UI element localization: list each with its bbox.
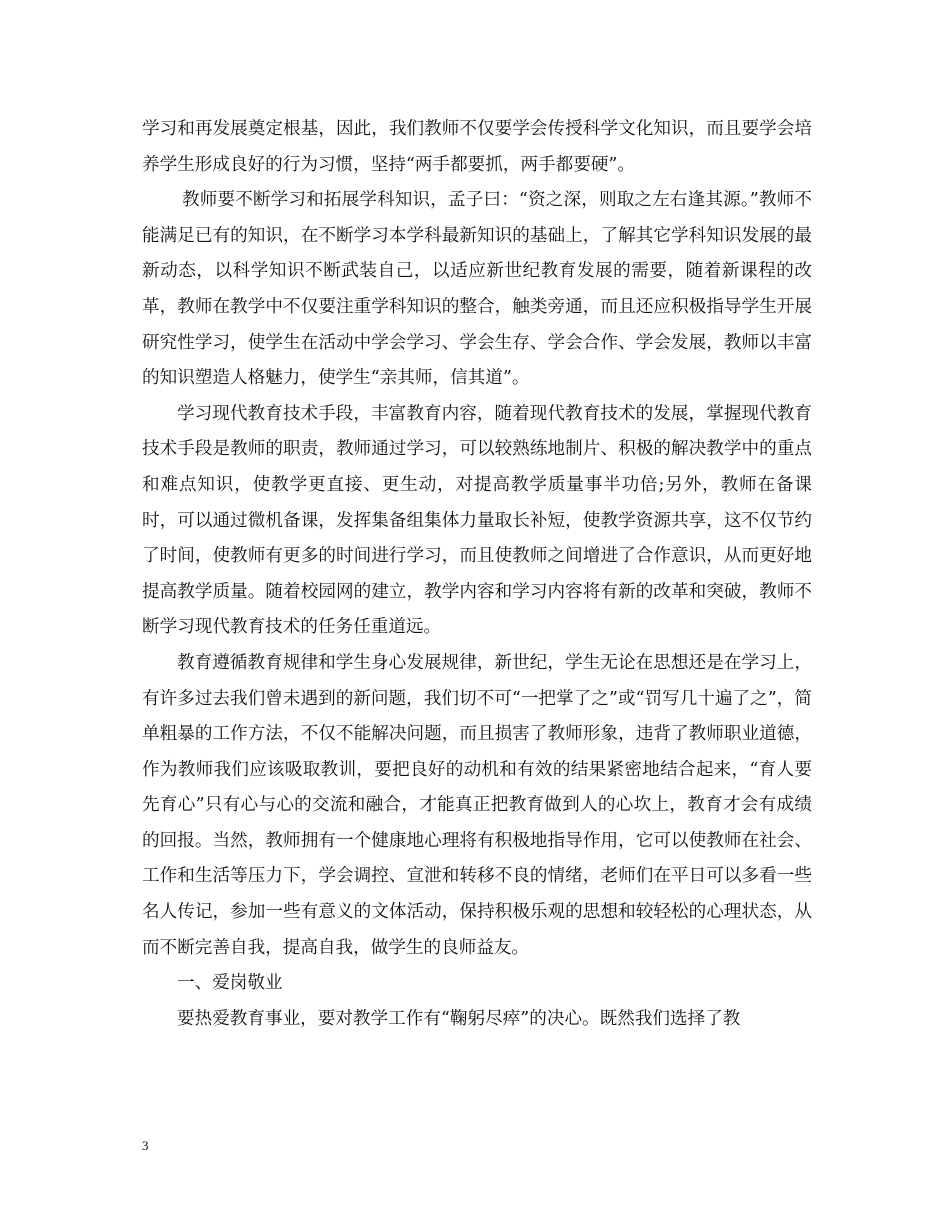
paragraph-love-work: 要热爱教育事业，要对教学工作有“鞠躬尽瘁”的决心。既然我们选择了教 <box>177 1008 741 1029</box>
paragraph-education-technology: 学习现代教育技术手段，丰富教育内容，随着现代教育技术的发展，掌握现代教育技术手段是教师的职责，教师通过学习，可以较熟练地制片、积极的解决教学中的重点和难点知识，使教学更直接、更生动，对提高教学质量事半功倍;另外，教师在备课时，可以通过微机备课，发挥集备组集体力量取长补短，使教学资源共享，这不仅节约了时间，使教师有更多的时间进行学习，而且使教师之间增进了合作意识，从而更好地提高教学质量。随着校园网的建立，教学内容和学习内容将有新的改革和突破，教师不断学习现代教育技术的任务任重道远。 <box>142 403 812 638</box>
paragraph-continuation: 学习和再发展奠定根基，因此，我们教师不仅要学会传授科学文化知识，而且要学会培养学生形成良好的行为习惯，坚持“两手都要抓，两手都要硬”。 <box>142 119 812 175</box>
paragraph-subject-knowledge: 教师要不断学习和拓展学科知识，孟子曰：“资之深，则取之左右逢其源。”教师不能满足已有的知识，在不断学习本学科最新知识的基础上，了解其它学科知识发展的最新动态，以科学知识不断武装自己，以适应新世纪教育发展的需要，随着新课程的改革，教师在教学中不仅要注重学科知识的整合，触类旁通，而且还应积极指导学生开展研究性学习，使学生在活动中学会学习、学会生存、学会合作、学会发展，教师以丰富的知识塑造人格魅力，使学生“亲其师，信其道”。 <box>142 190 812 389</box>
paragraph-education-laws: 教育遵循教育规律和学生身心发展规律，新世纪，学生无论在思想还是在学习上，有许多过去我们曾未遇到的新问题，我们切不可“一把掌了之”或“罚写几十遍了之”，简单粗暴的工作方法，不仅不能解决问题，而且损害了教师形象，违背了教师职业道德，作为教师我们应该吸取教训，要把良好的动机和有效的结果紧密地结合起来，“育人要先育心”只有心与心的交流和融合，才能真正把教育做到人的心坎上，教育才会有成绩的回报。当然，教师拥有一个健康地心理将有积极地指导作用，它可以使教师在社会、工作和生活等压力下，学会调控、宣泄和转移不良的情绪，老师们在平日可以多看一些名人传记，参加一些有意义的文体活动，保持积极乐观的思想和较轻松的心理状态，从而不断完善自我，提高自我，做学生的良师益友。 <box>142 652 812 958</box>
body-text <box>142 112 812 1037</box>
page-number: 3 <box>142 1138 149 1153</box>
section-heading: 一、爱岗敬业 <box>177 973 283 994</box>
